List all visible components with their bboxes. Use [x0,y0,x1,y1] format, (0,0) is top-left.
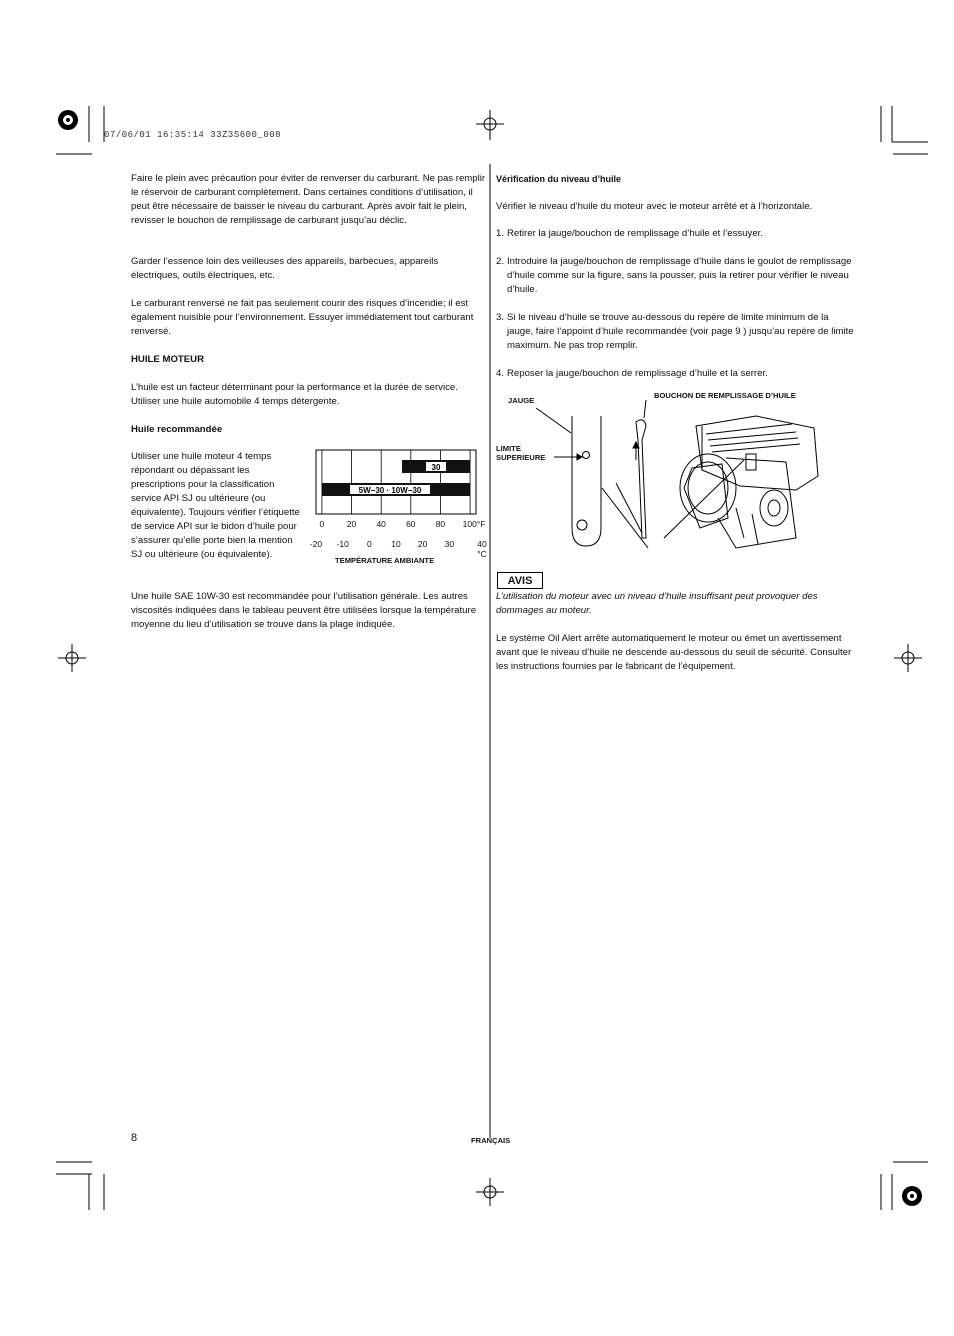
tick-label-f: 80 [435,519,446,529]
step-2: 2. Introduire la jauge/bouchon de remplissage d’huile dans le goulot de remplissage d’huile comme sur la figure, sans la pousser, puis la retirer pour vérifier le niveau d’huile. [496,256,852,295]
label-limite: LIMITE [496,444,521,453]
registration-target-icon [58,110,78,130]
tick-label-f: 100°F [462,519,486,529]
tick-label-f: 60 [406,519,416,529]
step-3: 3. Si le niveau d’huile se trouve au-dessous du repère de limite minimum de la jauge, faire l’appoint d’huile recommandée (voir page 9 ) jusqu’au repère de limite maximum. Ne pas trop remplir. [496,312,854,351]
chart-xlabel: TEMPÉRATURE AMBIANTE [335,556,435,565]
tick-label-c: -20 [309,539,323,549]
section-title: HUILE MOTEUR [131,354,205,365]
celsius-ticks [300,539,490,559]
page-number: 8 [131,1132,138,1144]
chart-frame [316,450,476,514]
tick-label-c: 30 [444,539,455,549]
closing-paragraph: Une huile SAE 10W-30 est recommandée pour l’utilisation générale. Les autres viscosités indiquées dans le tableau peuvent être utilisées lorsque la température moyenne du lieu d’utilisation se trouve dans la plage indiquée. [131,591,477,630]
dipstick-figure [496,388,826,556]
footer-language: FRANÇAIS [471,1136,511,1145]
step-1: 1. Retirer la jauge/bouchon de remplissage d’huile et l’essuyer. [496,228,763,239]
viscosity-bar-label: 5W−30 · 10W−30 [358,486,422,495]
tick-label-c: 10 [391,539,401,549]
notice-label: AVIS [507,574,533,587]
fahrenheit-ticks [300,519,490,531]
oil-alert-paragraph: Le système Oil Alert arrête automatiquement le moteur ou émet un avertissement avant que le niveau d’huile ne descende au-dessous du seuil de sécurité. Consulter les instructions fournies par le fabricant de l’équipement. [496,633,852,672]
tick-label-c: -10 [336,539,349,549]
label-superieure: SUPERIEURE [496,453,546,462]
fuel-paragraph-3: Le carburant renversé ne fait pas seulement courir des risques d’incendie; il est également nuisible pour l’environnement. Essuyer immédiatement tout carburant renversé. [131,298,474,337]
tick-label-f: 40 [376,519,386,529]
viscosity-chart [300,446,490,570]
notice-badge [497,572,543,589]
step-4: 4. Reposer la jauge/bouchon de remplissage d’huile et la serrer. [496,368,768,379]
tick-label-f: 0 [319,519,325,529]
viscosity-chart-svg [300,446,490,526]
print-stamp: 07/06/01 16:35:14 33Z3S600_008 [104,130,282,140]
fuel-paragraph-1: Faire le plein avec précaution pour éviter de renverser du carburant. Ne pas remplir le réservoir de carburant complètement. Dans certaines conditions d’utilisation, il peut être nécessaire de baisser le niveau du carburant. Après avoir fait le plein, revisser le bouchon de remplissage de carburant jusqu’au déclic. [131,173,486,226]
engine-oil-paragraph: L’huile est un facteur déterminant pour la performance et la durée de service. Utiliser une huile automobile 4 temps détergente. [131,382,458,407]
tick-label-c: 0 [366,539,372,549]
label-bouchon: BOUCHON DE REMPLISSAGE D’HUILE [654,391,796,400]
fuel-paragraph-2: Garder l’essence loin des veilleuses des appareils, barbecues, appareils électriques, outils électriques, etc. [131,256,439,281]
oil-check-intro: Vérifier le niveau d’huile du moteur avec le moteur arrêté et à l’horizontale. [496,201,813,212]
tick-label-c: 40 °C [477,539,487,559]
recommended-oil-title: Huile recommandée [131,424,223,435]
registration-target-icon [902,1186,922,1206]
recommended-oil-text: Utiliser une huile moteur 4 temps répondant ou dépassant les prescriptions pour la classification service API SJ ou ultérieure (ou équivalente). Toujours vérifier l’étiquette de service API sur le bidon d’huile pour s’assurer qu’elle porte bien la mention SJ ou ultérieure (ou équivalente). [131,451,300,560]
tick-label-c: 20 [417,539,428,549]
oil-check-title: Vérification du niveau d’huile [496,174,622,184]
viscosity-bar-label: 30 [431,463,441,472]
notice-text: L’utilisation du moteur avec un niveau d’huile insuffisant peut provoquer des dommages au moteur. [496,591,818,616]
tick-label-f: 20 [346,519,357,529]
label-jauge: JAUGE [508,396,535,405]
engine-illustration [496,388,826,556]
